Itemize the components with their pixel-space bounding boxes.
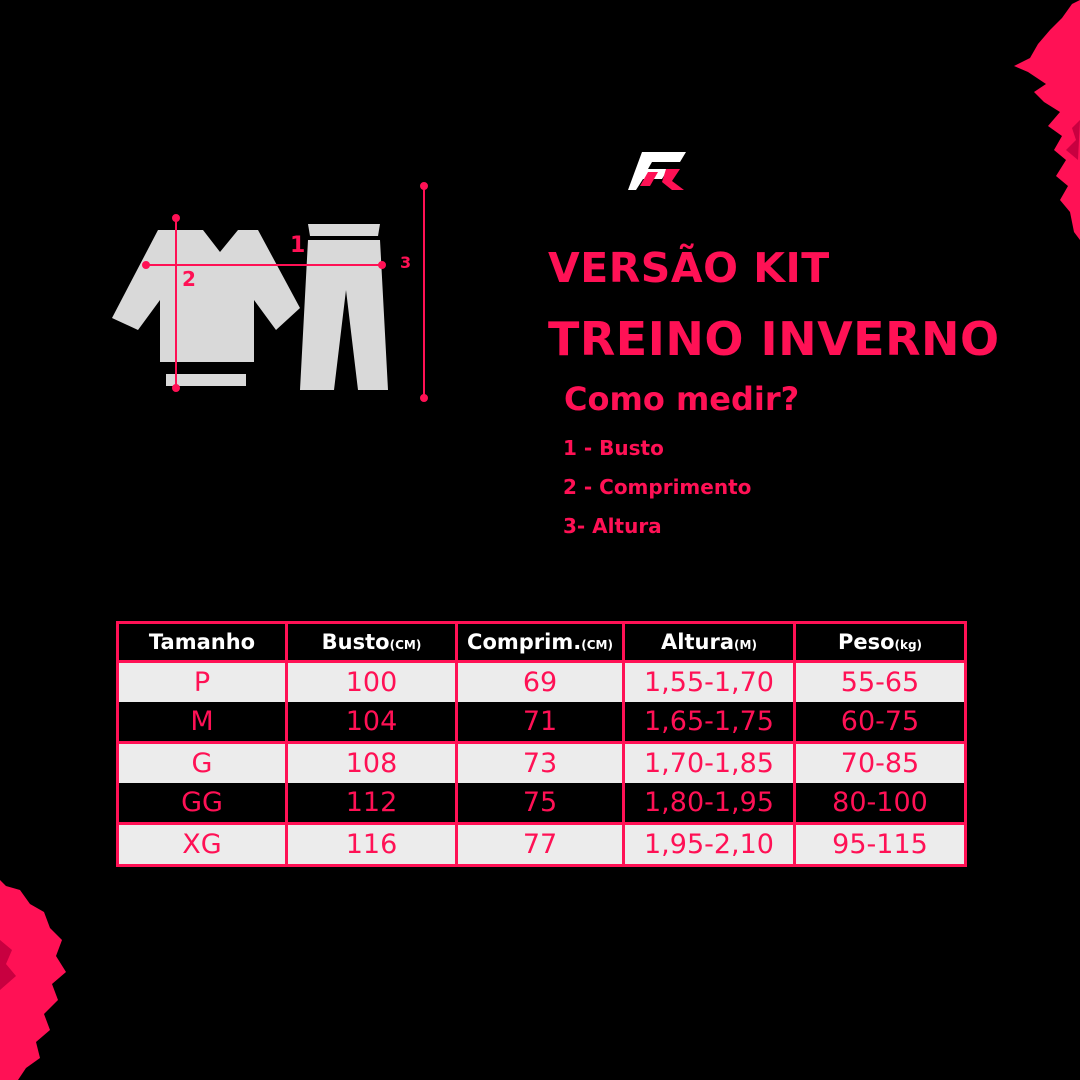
cell-size: M xyxy=(118,702,287,743)
header-busto: Busto(CM) xyxy=(287,623,457,662)
table-row xyxy=(118,702,966,743)
cell-altura: 1,55-1,70 xyxy=(624,662,795,703)
how-to-measure-heading: Como medir? xyxy=(564,380,800,418)
pink-splash-decoration xyxy=(1000,0,1080,240)
jacket-icon xyxy=(112,230,300,386)
cell-busto: 108 xyxy=(287,743,457,784)
cell-peso: 60-75 xyxy=(795,702,966,743)
garment-measure-diagram xyxy=(108,180,438,405)
cell-size: GG xyxy=(118,783,287,824)
cell-comprimento: 71 xyxy=(457,702,624,743)
cell-busto: 104 xyxy=(287,702,457,743)
table-row xyxy=(118,743,966,784)
cell-altura: 1,80-1,95 xyxy=(624,783,795,824)
how-to-item-altura: 3- Altura xyxy=(563,514,662,538)
cell-peso: 55-65 xyxy=(795,662,966,703)
cell-peso: 70-85 xyxy=(795,743,966,784)
header-peso: Peso(kg) xyxy=(795,623,966,662)
how-to-item-busto: 1 - Busto xyxy=(563,436,664,460)
title-line-2: TREINO INVERNO xyxy=(548,312,1000,366)
cell-busto: 116 xyxy=(287,824,457,866)
diagram-label-3: 3 xyxy=(400,253,412,272)
how-to-item-comprimento: 2 - Comprimento xyxy=(563,475,752,499)
diagram-label-1: 1 xyxy=(290,233,306,258)
cell-comprimento: 73 xyxy=(457,743,624,784)
cell-altura: 1,65-1,75 xyxy=(624,702,795,743)
cell-altura: 1,95-2,10 xyxy=(624,824,795,866)
cell-comprimento: 75 xyxy=(457,783,624,824)
table-row xyxy=(118,662,966,703)
header-tamanho: Tamanho xyxy=(118,623,287,662)
pink-splash-decoration xyxy=(0,880,70,1080)
diagram-label-2: 2 xyxy=(182,267,196,291)
cell-comprimento: 69 xyxy=(457,662,624,703)
cell-peso: 80-100 xyxy=(795,783,966,824)
cell-size: XG xyxy=(118,824,287,866)
table-row xyxy=(118,783,966,824)
header-altura: Altura(M) xyxy=(624,623,795,662)
cell-busto: 100 xyxy=(287,662,457,703)
table-header-row xyxy=(118,623,966,662)
cell-size: P xyxy=(118,662,287,703)
size-table xyxy=(116,621,967,867)
pants-icon xyxy=(300,224,388,390)
cell-busto: 112 xyxy=(287,783,457,824)
cell-peso: 95-115 xyxy=(795,824,966,866)
cell-comprimento: 77 xyxy=(457,824,624,866)
title-line-1: VERSÃO KIT xyxy=(548,244,830,292)
cell-size: G xyxy=(118,743,287,784)
table-row xyxy=(118,824,966,866)
cell-altura: 1,70-1,85 xyxy=(624,743,795,784)
header-comprimento: Comprim.(CM) xyxy=(457,623,624,662)
brand-logo xyxy=(628,148,686,192)
